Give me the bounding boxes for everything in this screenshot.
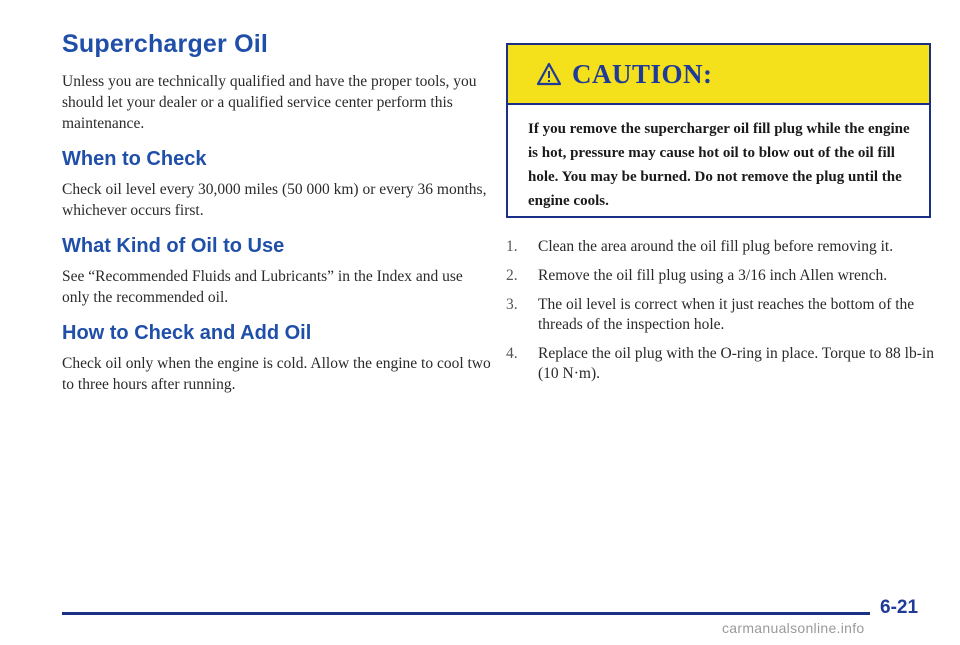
step-text: Clean the area around the oil fill plug before removing it. (538, 238, 894, 255)
list-item (506, 266, 936, 286)
step-text: The oil level is correct when it just reaches the bottom of the threads of the inspection hole. (538, 296, 915, 333)
page-title: Supercharger Oil (62, 30, 269, 58)
caution-box (506, 43, 931, 218)
list-item (506, 237, 936, 257)
warning-triangle-icon (536, 62, 562, 86)
step-number: 1. (506, 238, 518, 255)
caution-text: If you remove the supercharger oil fill plug while the engine is hot, pressure may cause hot oil to blow out of the oil fill hole. You may be burned. Do not remove the plug until the engine cools. (528, 121, 910, 209)
step-number: 3. (506, 296, 518, 313)
intro-paragraph: Unless you are technically qualified and have the proper tools, you should let your dealer or a qualified service center perform this maintenance. (62, 73, 477, 132)
oil-type-paragraph: See “Recommended Fluids and Lubricants” in the Index and use only the recommended oil. (62, 268, 463, 306)
oil-type-heading: What Kind of Oil to Use (62, 235, 285, 257)
check-add-heading: How to Check and Add Oil (62, 322, 312, 344)
footer-rule (62, 612, 870, 615)
list-item (506, 344, 936, 384)
page-number: 6-21 (880, 597, 919, 618)
watermark: carmanualsonline.info (722, 620, 865, 636)
when-to-check-heading: When to Check (62, 148, 207, 170)
step-number: 4. (506, 345, 518, 362)
step-text: Remove the oil fill plug using a 3/16 inch Allen wrench. (538, 267, 888, 284)
step-number: 2. (506, 267, 518, 284)
procedure-steps (506, 237, 936, 393)
check-add-paragraph: Check oil only when the engine is cold. Allow the engine to cool two to three hours after running. (62, 355, 491, 393)
step-text: Replace the oil plug with the O-ring in place. Torque to 88 lb-in (10 N·m). (538, 345, 934, 382)
caution-title: CAUTION: (572, 58, 713, 89)
list-item (506, 295, 936, 335)
when-to-check-paragraph: Check oil level every 30,000 miles (50 000 km) or every 36 months, whichever occurs first. (62, 181, 487, 219)
caution-header (508, 45, 929, 105)
left-column (62, 30, 492, 395)
